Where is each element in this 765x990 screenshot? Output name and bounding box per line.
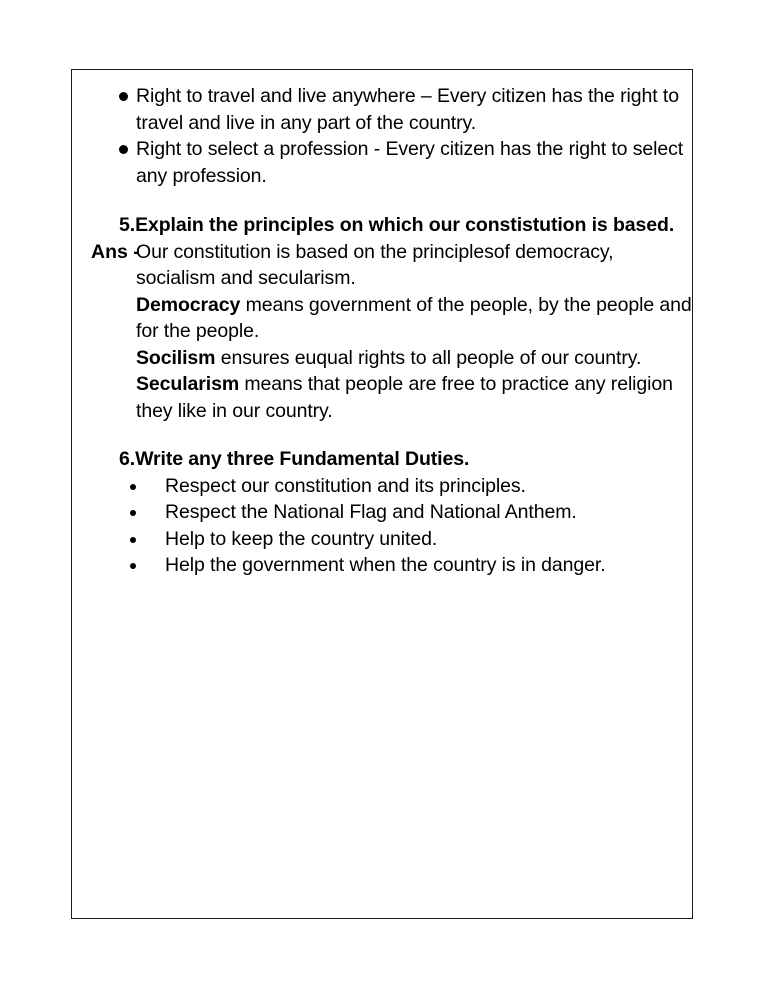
bullet-dot-icon xyxy=(119,145,128,154)
list-item-text: Help the government when the country is in danger. xyxy=(165,554,606,576)
list-item xyxy=(72,526,694,553)
definition-description: ensures euqual rights to all people of our country. xyxy=(215,346,642,369)
fundamental-rights-list xyxy=(72,83,694,189)
question-6-number: 6. xyxy=(119,448,136,470)
definition-term: Democracy xyxy=(136,293,241,316)
definition-term: Secularism xyxy=(136,373,240,395)
list-item-text: Right to travel and live anywhere – Every citizen has the right to travel and live in any part of the country. xyxy=(136,85,679,134)
question-5-answer xyxy=(72,239,697,425)
definition-democracy xyxy=(136,292,697,345)
spacer xyxy=(72,189,694,212)
question-6-text: Write any three Fundamental Duties. xyxy=(135,448,470,470)
list-item xyxy=(72,136,694,189)
definition-socialism xyxy=(136,345,694,372)
definition-description: means government of the people, by the people and for the people. xyxy=(136,293,697,342)
list-item xyxy=(72,499,694,526)
fundamental-duties-list xyxy=(72,473,694,579)
bullet-dot-icon xyxy=(130,537,136,543)
list-item xyxy=(72,83,694,136)
spacer xyxy=(72,424,694,446)
document-content xyxy=(72,70,697,579)
definition-secularism xyxy=(136,371,694,424)
list-item-text: Respect our constitution and its principles. xyxy=(165,474,526,497)
definition-description: means that people are free to practice any religion they like in our country. xyxy=(136,373,679,422)
question-5-text: Explain the principles on which our constistution is based. xyxy=(135,214,675,236)
document-page xyxy=(71,69,697,919)
bullet-dot-icon xyxy=(119,92,128,101)
list-item-text: Help to keep the country united. xyxy=(165,527,438,550)
answer-label: Ans - xyxy=(91,240,140,263)
list-item xyxy=(72,552,694,579)
question-5-heading xyxy=(72,212,694,239)
list-item-text: Right to select a profession - Every citizen has the right to select any profession. xyxy=(136,138,684,187)
bullet-dot-icon xyxy=(130,563,136,569)
answer-intro: Our constitution is based on the principlesof democracy, socialism and secularism. xyxy=(136,240,619,289)
question-5-number: 5. xyxy=(119,214,136,236)
question-6-heading xyxy=(72,446,694,473)
bullet-dot-icon xyxy=(130,484,136,490)
bullet-dot-icon xyxy=(130,510,136,516)
list-item xyxy=(72,473,694,500)
definition-term: Socilism xyxy=(136,346,216,369)
list-item-text: Respect the National Flag and National Anthem. xyxy=(165,501,577,523)
